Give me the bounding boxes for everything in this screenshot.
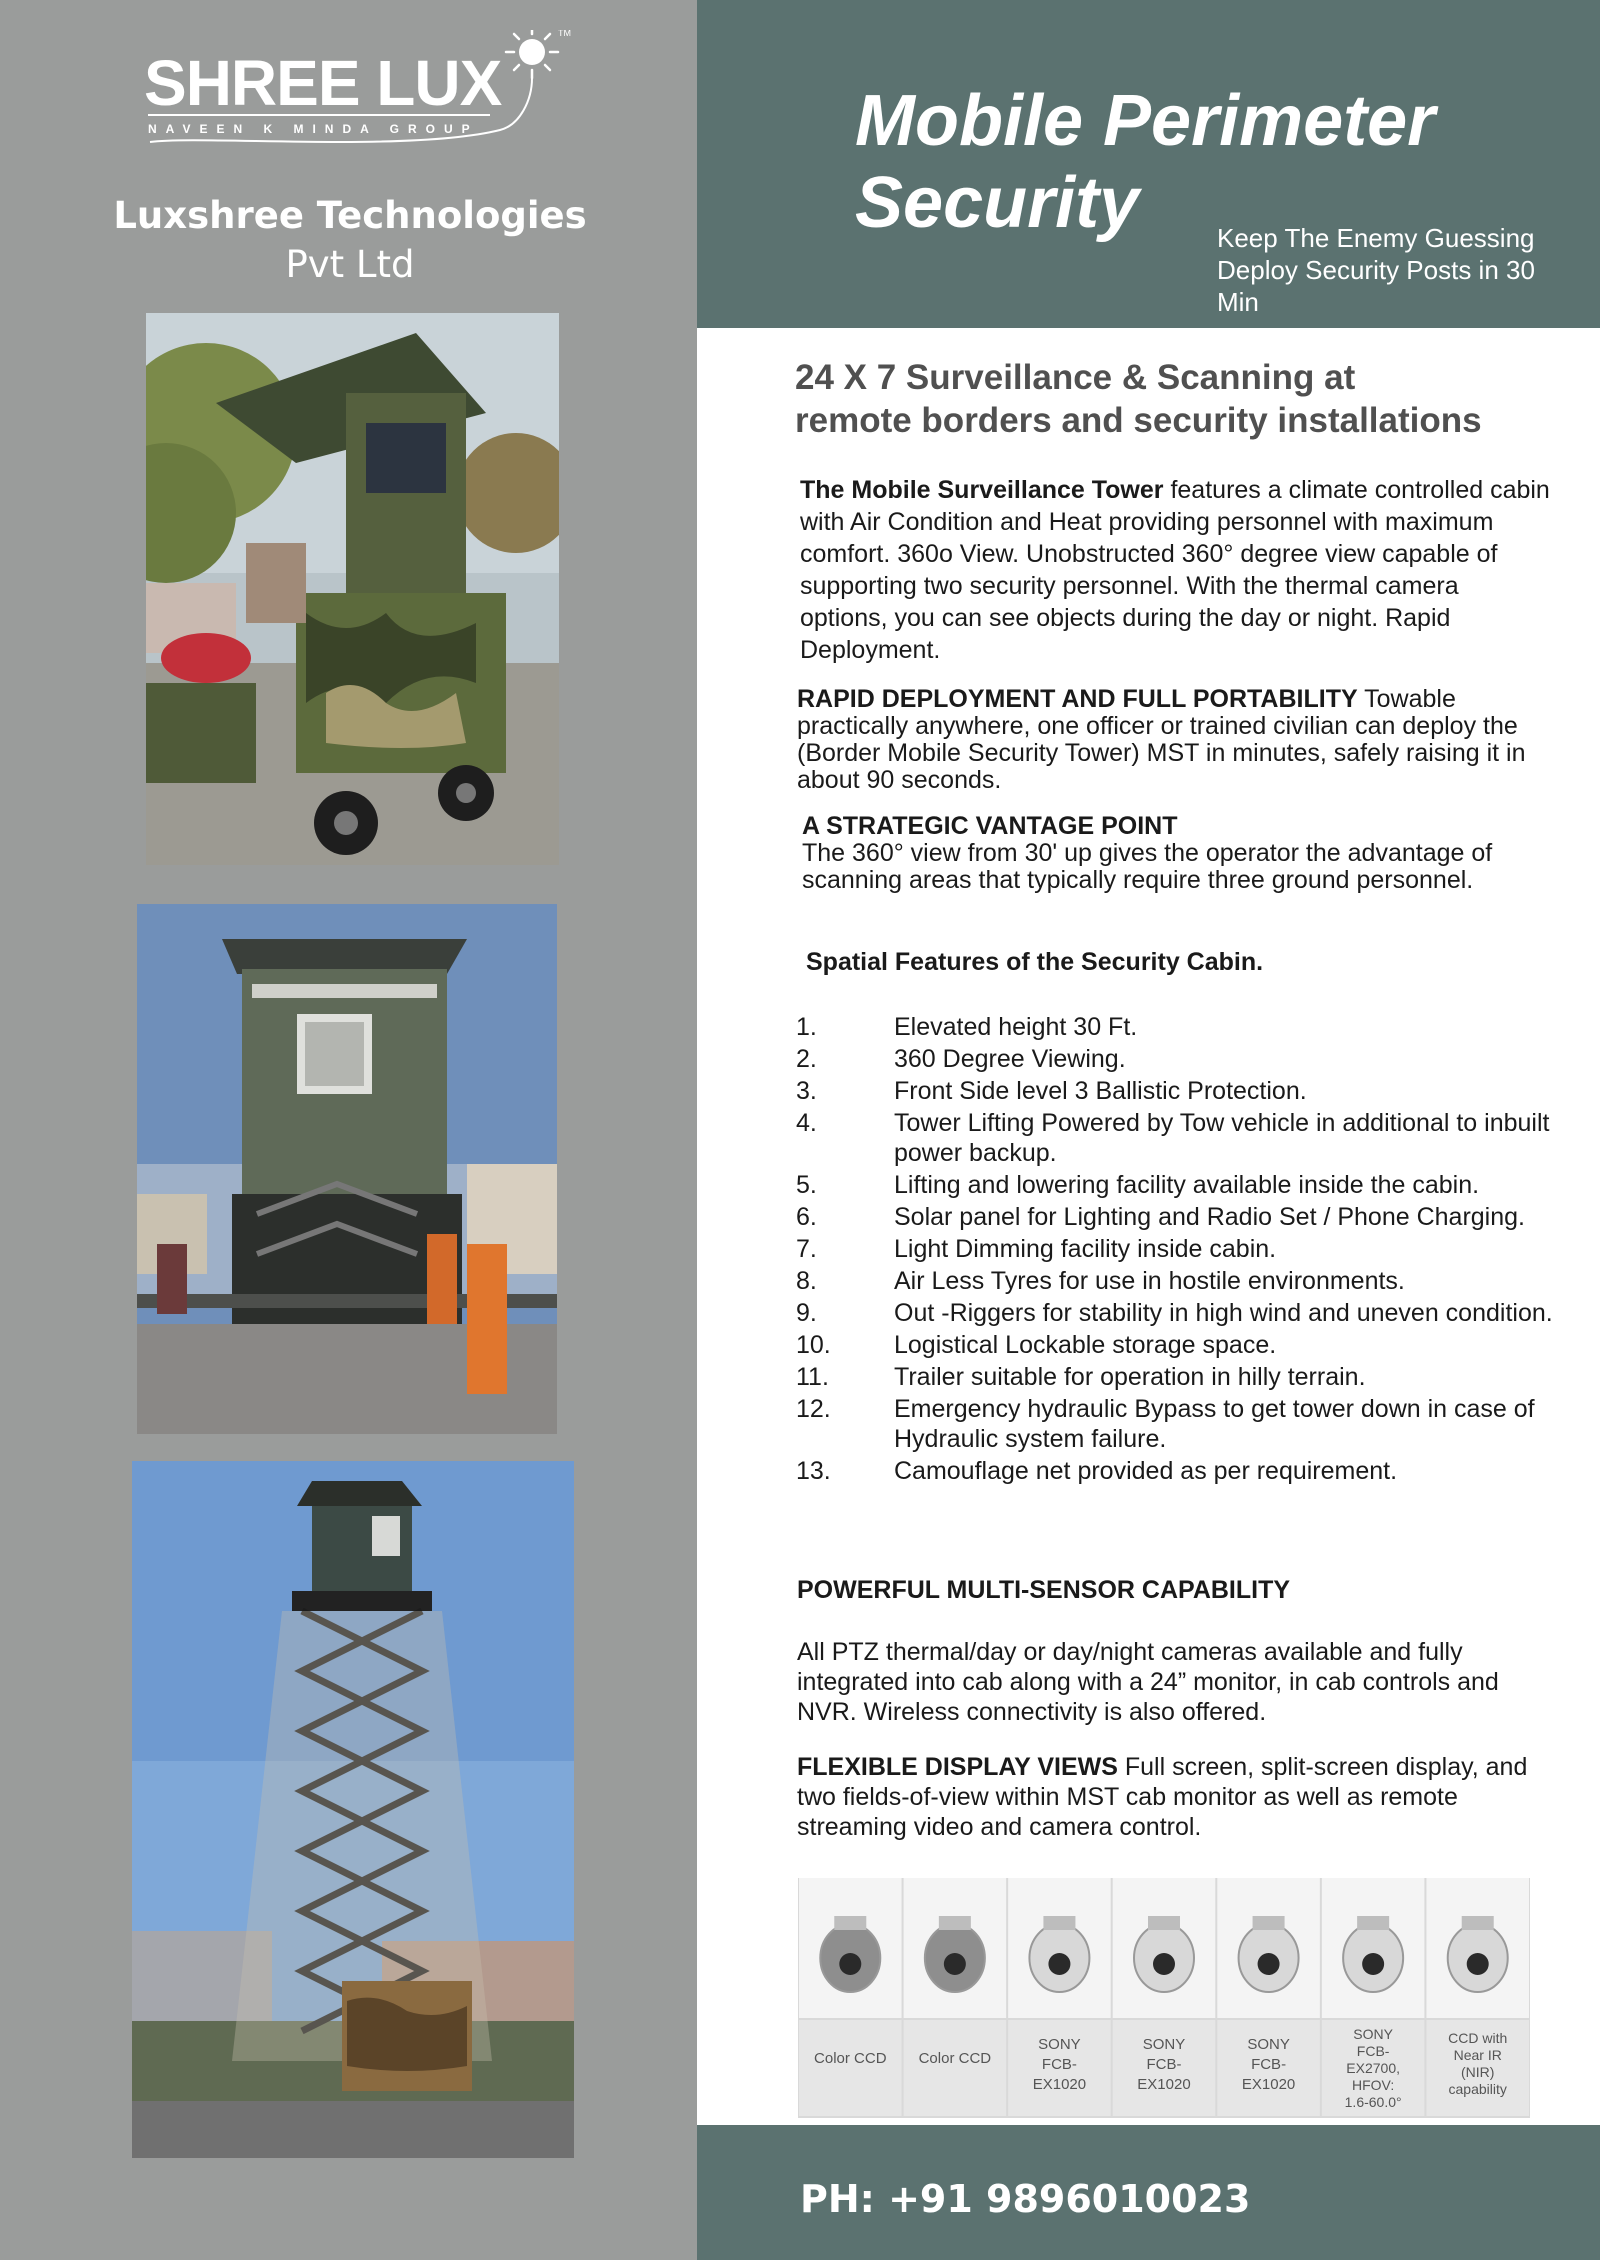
feature-number: 6.	[796, 1203, 817, 1231]
camera-lens-icon	[1467, 1953, 1489, 1975]
subhead-line-1: 24 X 7 Surveillance & Scanning at	[795, 358, 1356, 397]
feature-text: Air Less Tyres for use in hostile environments.	[894, 1267, 1405, 1295]
camera-label: CCD with Near IR (NIR) capability	[1448, 2030, 1508, 2097]
feature-text: Solar panel for Lighting and Radio Set / Phone Charging.	[894, 1203, 1525, 1231]
feature-number: 7.	[796, 1235, 817, 1263]
feature-item	[796, 1394, 1556, 1454]
extended-tower-photo	[132, 1461, 574, 2158]
camera-label: SONY FCB-EX1020	[1241, 2036, 1296, 2093]
company-line-1: Luxshree Technologies	[113, 194, 587, 237]
feature-item	[796, 1012, 1556, 1042]
display-paragraph	[797, 1752, 1557, 1842]
feature-item	[796, 1362, 1556, 1392]
camera-item	[1217, 1878, 1320, 2116]
feature-text: Lifting and lowering facility available inside the cabin.	[894, 1171, 1480, 1199]
feature-text: Elevated height 30 Ft.	[894, 1013, 1138, 1041]
footer-banner	[697, 2125, 1600, 2260]
tower-trailer-photo	[146, 313, 559, 865]
feature-text: 360 Degree Viewing.	[894, 1045, 1126, 1073]
camera-label: SONY FCB-EX2700, HFOV: 1.6-60.0°	[1344, 2026, 1402, 2110]
title-line-2: Security	[855, 163, 1140, 243]
feature-item	[796, 1298, 1556, 1328]
feature-number: 4.	[796, 1109, 817, 1137]
section-subhead	[795, 356, 1555, 442]
feature-item	[796, 1456, 1556, 1486]
features-list	[796, 1012, 1556, 1488]
feature-text: Front Side level 3 Ballistic Protection.	[894, 1077, 1307, 1105]
brand-name: SHREE LUX	[144, 47, 502, 119]
left-sidebar	[0, 0, 697, 2260]
feature-text: Trailer suitable for operation in hilly terrain.	[894, 1363, 1366, 1391]
feature-text: Light Dimming facility inside cabin.	[894, 1235, 1277, 1263]
title-line-1: Mobile Perimeter	[855, 81, 1436, 161]
feature-item	[796, 1330, 1556, 1360]
vantage-heading: A STRATEGIC VANTAGE POINT	[802, 812, 1178, 840]
company-line-2: Pvt Ltd	[285, 243, 415, 286]
camera-lens-icon	[1153, 1953, 1175, 1975]
sensor-heading: POWERFUL MULTI-SENSOR CAPABILITY	[797, 1576, 1291, 1604]
rapid-text: Towable practically anywhere, one officer or trained civilian can deploy the (Border Mobile Security Tower) MST in minutes, safely raising it in about 90 seconds.	[797, 685, 1526, 794]
feature-number: 2.	[796, 1045, 817, 1073]
feature-text: Logistical Lockable storage space.	[894, 1331, 1277, 1359]
vantage-text: The 360° view from 30' up gives the operator the advantage of scanning areas that typically require three ground personnel.	[802, 839, 1493, 894]
camera-lens-icon	[839, 1953, 861, 1975]
feature-number: 10.	[796, 1331, 831, 1359]
feature-number: 5.	[796, 1171, 817, 1199]
feature-text: Emergency hydraulic Bypass to get tower down in case of Hydraulic system failure.	[894, 1395, 1535, 1453]
svg-text:TM: TM	[558, 30, 571, 38]
display-text: Full screen, split-screen display, and two fields-of-view within MST cab monitor as well as remote streaming video and camera control.	[797, 1753, 1528, 1841]
feature-item	[796, 1044, 1556, 1074]
feature-number: 8.	[796, 1267, 817, 1295]
intro-bold: The Mobile Surveillance Tower	[800, 476, 1164, 504]
phone-number[interactable]: PH: +91 9896010023	[800, 2177, 1251, 2221]
feature-text: Camouflage net provided as per requirement.	[894, 1457, 1398, 1485]
feature-number: 3.	[796, 1077, 817, 1105]
feature-text: Out -Riggers for stability in high wind and uneven condition.	[894, 1299, 1553, 1327]
intro-paragraph	[800, 474, 1550, 666]
camera-label: Color CCD	[918, 2050, 992, 2067]
camera-lens-icon	[1258, 1953, 1280, 1975]
feature-number: 11.	[796, 1363, 829, 1391]
company-name	[90, 194, 610, 286]
tagline: Keep The Enemy Guessing Deploy Security Posts in 30 Min	[1217, 223, 1535, 317]
intro-text: features a climate controlled cabin with Air Condition and Heat providing personnel with maximum comfort. 360o View. Unobstructed 360° degree view capable of supporting two security personnel. With the thermal camera options, you can see objects during the day or night. Rapid Deployment.	[800, 476, 1550, 664]
brand-logo	[140, 30, 580, 160]
sensor-paragraph: All PTZ thermal/day or day/night cameras available and fully integrated into cab along with a 24” monitor, in cab controls and NVR. Wireless connectivity is also offered.	[797, 1638, 1499, 1726]
rapid-deployment-paragraph	[797, 686, 1557, 794]
feature-item	[796, 1076, 1556, 1106]
feature-item	[796, 1202, 1556, 1232]
display-bold: FLEXIBLE DISPLAY VIEWS	[797, 1753, 1118, 1781]
camera-item	[1322, 1878, 1425, 2116]
feature-number: 9.	[796, 1299, 817, 1327]
camera-strip-svg	[798, 1878, 1530, 2118]
camera-lens-icon	[944, 1953, 966, 1975]
camera-label: Color CCD	[814, 2050, 887, 2067]
feature-item	[796, 1108, 1556, 1168]
subhead-line-2: remote borders and security installations	[795, 401, 1482, 440]
feature-item	[796, 1266, 1556, 1296]
camera-item	[1426, 1878, 1529, 2116]
vantage-paragraph	[802, 813, 1542, 894]
cabin-front-photo	[137, 904, 557, 1434]
page-title	[855, 80, 1435, 244]
camera-item	[799, 1878, 902, 2116]
camera-item	[1113, 1878, 1216, 2116]
camera-label: SONY FCB-EX1020	[1137, 2036, 1191, 2093]
camera-label: SONY FCB-EX1020	[1032, 2036, 1087, 2093]
rapid-bold: RAPID DEPLOYMENT AND FULL PORTABILITY	[797, 685, 1358, 713]
camera-lens-icon	[1362, 1953, 1384, 1975]
camera-item	[904, 1878, 1007, 2116]
camera-strip	[798, 1878, 1530, 2118]
feature-number: 13.	[796, 1457, 831, 1485]
feature-number: 1.	[796, 1013, 817, 1041]
features-heading: Spatial Features of the Security Cabin.	[806, 948, 1264, 976]
feature-text: Tower Lifting Powered by Tow vehicle in additional to inbuilt power backup.	[894, 1109, 1550, 1167]
camera-item	[1008, 1878, 1111, 2116]
feature-item	[796, 1170, 1556, 1200]
brand-group: NAVEEN K MINDA GROUP	[148, 122, 479, 136]
feature-number: 12.	[796, 1395, 831, 1423]
header-banner	[697, 0, 1600, 328]
feature-item	[796, 1234, 1556, 1264]
camera-lens-icon	[1048, 1953, 1070, 1975]
